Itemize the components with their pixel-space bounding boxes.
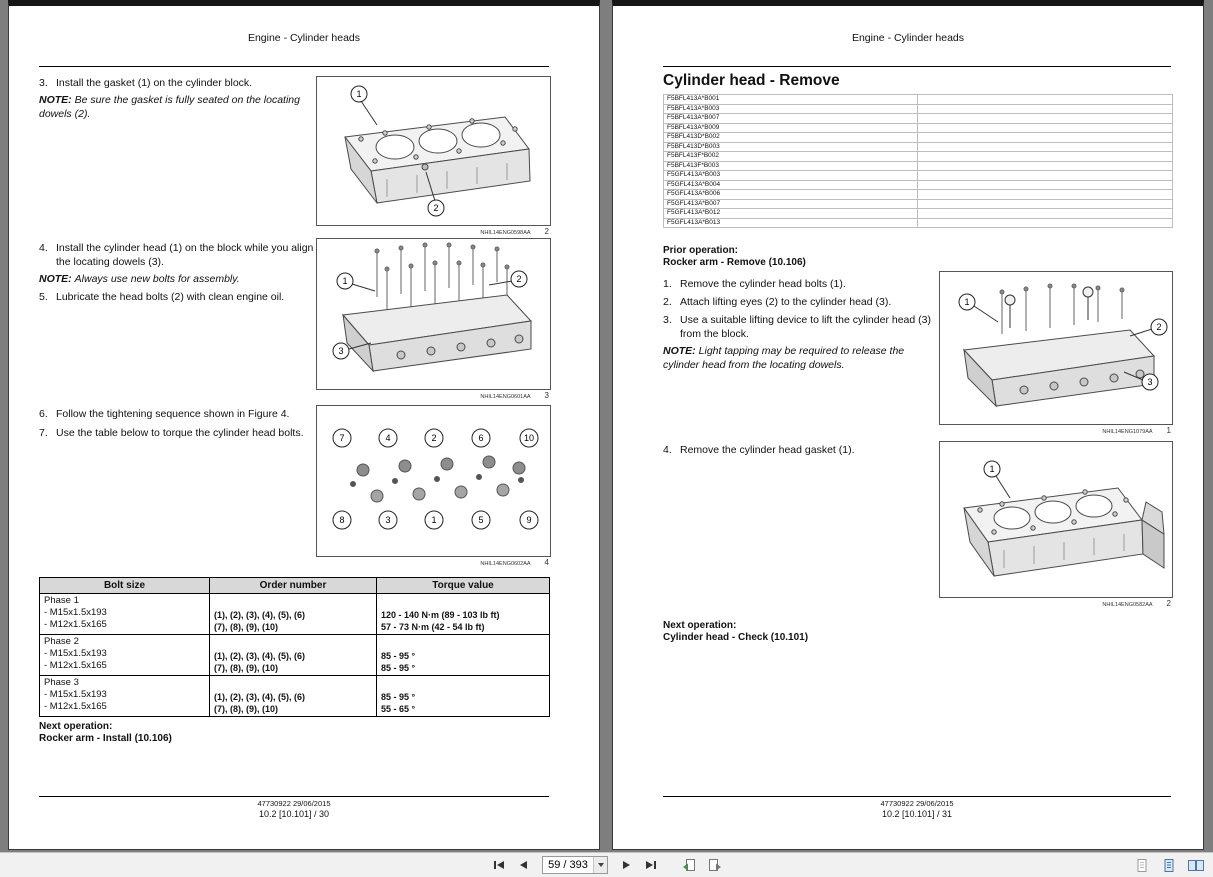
model-code-row: F5BFL413A*B003: [664, 105, 1172, 115]
header-rule: [39, 66, 549, 67]
col-torque-value: Torque value: [377, 578, 550, 594]
figure-head-remove: [939, 271, 1173, 425]
next-page-button[interactable]: [615, 855, 637, 875]
figure-tightening-sequence: [316, 405, 551, 557]
figure-gasket-remove: [939, 441, 1173, 598]
model-code-row: F5BFL413A*B007: [664, 114, 1172, 124]
svg-text:3: 3: [338, 346, 344, 356]
page-dropdown-button[interactable]: [593, 857, 607, 873]
figure-caption: NHIL14ENG0602AA 4: [480, 558, 549, 567]
engine-gasket-remove-illustration: [940, 442, 1170, 595]
col-order-number: Order number: [210, 578, 377, 594]
torque-table: [39, 577, 550, 717]
step-1: 1. Remove the cylinder head bolts (1).: [663, 278, 846, 290]
callout-1: [337, 273, 375, 291]
model-code-row: F5GFL413A*B013: [664, 219, 1172, 229]
note: NOTE: Always use new bolts for assembly.: [39, 273, 240, 285]
callout-1: [984, 461, 1010, 498]
model-code-row: F5GFL413A*B012: [664, 209, 1172, 219]
svg-text:4: 4: [385, 433, 391, 443]
figure-caption: NHIL14ENG1079AA 1: [1102, 426, 1171, 435]
svg-text:1: 1: [342, 276, 348, 286]
section-title: Cylinder head - Remove: [663, 72, 840, 89]
tightening-sequence-illustration: [317, 406, 548, 554]
model-code-row: F5BFL413A*B001: [664, 95, 1172, 105]
model-code-row: F5GFL413A*B006: [664, 190, 1172, 200]
svg-text:1: 1: [431, 515, 437, 525]
previous-page-button[interactable]: [513, 855, 535, 875]
note: NOTE: Light tapping may be required to release the cylinder head from the locating dowels.: [663, 345, 905, 372]
callout-1: [959, 294, 998, 322]
table-row: Phase 2 - M15x1.5x193 - M12x1.5x165 (1), (2), (3), (4), (5), (6) (7), (8), (9), (10) 85 - 95 ° 85 - 95 °: [40, 635, 550, 676]
note: NOTE: Be sure the gasket is fully seated on the locating dowels (2).: [39, 94, 300, 121]
svg-text:7: 7: [339, 433, 345, 443]
pdf-toolbar: [0, 852, 1213, 877]
table-row: Phase 3 - M15x1.5x193 - M12x1.5x165 (1), (2), (3), (4), (5), (6) (7), (8), (9), (10) 85 - 95 ° 55 - 65 °: [40, 676, 550, 717]
step-6: 6. Follow the tightening sequence shown in Figure 4.: [39, 408, 290, 420]
cylinder-head-illustration: [317, 239, 548, 387]
model-codes-table: [663, 94, 1173, 228]
svg-text:1: 1: [989, 464, 995, 474]
svg-text:5: 5: [478, 515, 484, 525]
model-code-row: F5GFL413A*B004: [664, 181, 1172, 191]
chevron-down-icon: [598, 863, 604, 867]
callout-2: [489, 271, 527, 287]
svg-text:1: 1: [964, 297, 970, 307]
header-rule: [663, 66, 1171, 67]
model-code-row: F5BFL413F*B003: [664, 162, 1172, 172]
footer-page-number: 10.2 [10.101] / 30: [258, 809, 330, 819]
svg-text:2: 2: [1156, 322, 1162, 332]
continuous-layout-button[interactable]: [1158, 856, 1180, 876]
step-7: 7. Use the table below to torque the cylinder head bolts.: [39, 427, 304, 439]
step-5: 5. Lubricate the head bolts (2) with clean engine oil.: [39, 291, 285, 303]
model-code-row: F5GFL413A*B003: [664, 171, 1172, 181]
pdf-page-left: [8, 0, 600, 850]
model-code-row: F5BFL413A*B009: [664, 124, 1172, 134]
engine-gasket-illustration: [317, 77, 548, 223]
svg-text:3: 3: [385, 515, 391, 525]
figure-head-install: [316, 238, 551, 390]
model-code-row: F5BFL413D*B003: [664, 143, 1172, 153]
facing-pages-layout-button[interactable]: [1185, 856, 1207, 876]
footer-rule: [663, 796, 1171, 797]
next-operation: Next operation: Rocker arm - Install (10.106): [39, 721, 172, 744]
prior-operation: Prior operation: Rocker arm - Remove (10.106): [663, 245, 806, 268]
figure-gasket-install: [316, 76, 551, 226]
svg-text:8: 8: [339, 515, 345, 525]
table-row: Phase 1 - M15x1.5x193 - M12x1.5x165 (1), (2), (3), (4), (5), (6) (7), (8), (9), (10) 120 - 140 N·m (89 - 103 lb ft) 57 - 73 N·m (42 - 54 lb ft): [40, 594, 550, 635]
svg-text:1: 1: [356, 89, 362, 99]
figure-caption: NHIL14ENG0601AA 3: [480, 391, 549, 400]
page-number-input[interactable]: [543, 858, 593, 872]
model-code-row: F5GFL413A*B007: [664, 200, 1172, 210]
footer-page-number: 10.2 [10.101] / 31: [881, 809, 953, 819]
svg-text:3: 3: [1147, 377, 1153, 387]
footer-doc-number: 47730922 29/06/2015: [257, 799, 331, 808]
footer-rule: [39, 796, 549, 797]
next-view-button[interactable]: [703, 855, 725, 875]
last-page-button[interactable]: [640, 855, 662, 875]
svg-text:2: 2: [433, 203, 439, 213]
pdf-page-right: [612, 0, 1204, 850]
step-3: 3. Install the gasket (1) on the cylinder block.: [39, 77, 253, 89]
svg-text:2: 2: [431, 433, 437, 443]
callout-2: [1130, 319, 1167, 336]
page-header: Engine - Cylinder heads: [247, 32, 361, 44]
col-bolt-size: Bolt size: [40, 578, 210, 594]
svg-text:6: 6: [478, 433, 484, 443]
page-header: Engine - Cylinder heads: [851, 32, 965, 44]
callout-1: [351, 86, 377, 125]
svg-text:2: 2: [516, 274, 522, 284]
footer-doc-number: 47730922 29/06/2015: [880, 799, 954, 808]
single-page-layout-button[interactable]: [1131, 856, 1153, 876]
step-3: 3. Use a suitable lifting device to lift the cylinder head (3) from the block.: [663, 314, 931, 341]
figure-caption: NHIL14ENG0598AA 2: [480, 227, 549, 236]
cylinder-head-remove-illustration: [940, 272, 1170, 422]
model-code-row: F5BFL413F*B002: [664, 152, 1172, 162]
toolbar-right-group: [1131, 853, 1207, 877]
first-page-button[interactable]: [488, 855, 510, 875]
step-2: 2. Attach lifting eyes (2) to the cylinder head (3).: [663, 296, 892, 308]
next-operation: Next operation: Cylinder head - Check (10.101): [663, 620, 809, 643]
figure-caption: NHIL14ENG0582AA 2: [1102, 599, 1171, 608]
svg-text:9: 9: [526, 515, 532, 525]
model-code-row: F5BFL413D*B002: [664, 133, 1172, 143]
page-number-box: [542, 856, 608, 874]
step-4: 4. Remove the cylinder head gasket (1).: [663, 444, 855, 456]
step-4: 4. Install the cylinder head (1) on the block while you align the locating dowels (3).: [39, 242, 314, 269]
svg-text:10: 10: [523, 433, 535, 443]
previous-view-button[interactable]: [678, 855, 700, 875]
